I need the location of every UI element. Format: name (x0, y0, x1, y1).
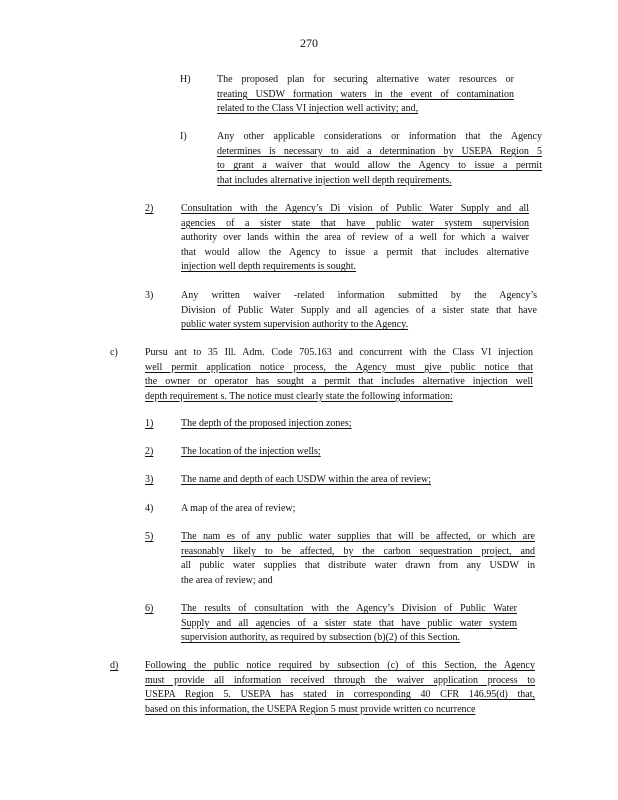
item-text (181, 417, 481, 432)
text-line: Following the public notice required by subsection (c) of this Section, the Agency (145, 660, 535, 671)
text-line: Any other applicable considerations or information that the Agency (217, 131, 542, 142)
text-line: that would allow the Agency to issue a permit that includes alternative (181, 246, 529, 258)
text-line: Supply and all agencies of a sister state that have public water system (181, 617, 517, 629)
item-marker: 1) (145, 418, 154, 429)
item-marker: c) (110, 347, 118, 358)
text-line: Any written waiver -related information submitted by the Agency’s (181, 290, 537, 301)
text-line: public water system supervision authority to the Agency. (181, 319, 409, 330)
item-marker: 6) (145, 603, 154, 614)
item-marker: d) (110, 660, 119, 671)
text-line: well permit application notice process, the Agency must give public notice that (145, 361, 533, 373)
text-line: determines is necessary to aid a determination by USEPA Region 5 (217, 145, 542, 157)
item-marker: 4) (145, 503, 154, 514)
text-line: USEPA Region 5. USEPA has stated in corresponding 40 CFR 146.95(d) that, (145, 689, 535, 700)
item-marker: 3) (145, 290, 154, 301)
text-line: to grant a waiver that would allow the Agency to issue a permit (217, 160, 542, 171)
text-line: injection well depth requirements is sought. (181, 261, 356, 272)
text-line: all public water supplies that distribute water drawn from any USDW in (181, 560, 535, 571)
text-line: based on this information, the USEPA Region 5 must provide written co ncurrence (145, 703, 476, 715)
text-line: The results of consultation with the Agency’s Division of Public Water (181, 603, 517, 614)
text-line: The location of the injection wells; (181, 446, 321, 457)
item-text (181, 602, 517, 646)
text-line: authority over lands within the area of review of a well for which a waiver (181, 232, 529, 243)
text-line: reasonably likely to be affected, by the carbon sequestration project, and (181, 545, 535, 557)
page-number: 270 (300, 36, 318, 50)
text-line: that includes alternative injection well depth requirements. (217, 174, 452, 186)
item-text (181, 530, 535, 588)
item-marker: 2) (145, 446, 154, 457)
text-line: Consultation with the Agency’s Di vision of Public Water Supply and all (181, 203, 529, 214)
text-line: supervision authority, as required by subsection (b)(2) of this Section. (181, 632, 461, 643)
text-line: Division of Public Water Supply and all agencies of a sister state that have (181, 304, 537, 316)
item-marker: 2) (145, 203, 154, 214)
text-line: A map of the area of review; (181, 503, 296, 514)
text-line: the area of review; and (181, 574, 273, 586)
item-text (217, 130, 542, 188)
item-text (181, 202, 529, 275)
text-line: The depth of the proposed injection zones; (181, 418, 352, 429)
item-marker: I) (180, 131, 187, 142)
item-text (181, 445, 481, 460)
item-text (145, 346, 533, 404)
text-line: The name and depth of each USDW within the area of review; (181, 474, 431, 485)
text-line: The proposed plan for securing alternative water resources or (217, 74, 514, 85)
text-line: treating USDW formation waters in the event of contamination (217, 88, 514, 100)
text-line: the owner or operator has sought a permit that includes alternative injection well (145, 376, 533, 387)
item-marker: H) (180, 74, 191, 85)
text-line: agencies of a sister state that have public water system supervision (181, 217, 529, 229)
item-text (181, 473, 501, 488)
text-line: depth requirement s. The notice must clearly state the following information: (145, 390, 453, 402)
text-line: must provide all information received through the waiver application process to (145, 674, 535, 686)
text-line: Pursu ant to 35 Ill. Adm. Code 705.163 and concurrent with the Class VI injection (145, 347, 533, 358)
item-marker: 3) (145, 474, 154, 485)
item-text (217, 73, 514, 117)
item-text (145, 659, 535, 717)
item-marker: 5) (145, 531, 154, 542)
text-line: related to the Class VI injection well activity; and, (217, 103, 419, 114)
text-line: The nam es of any public water supplies that will be affected, or which are (181, 531, 535, 542)
item-text (181, 289, 537, 333)
item-text (181, 502, 481, 517)
